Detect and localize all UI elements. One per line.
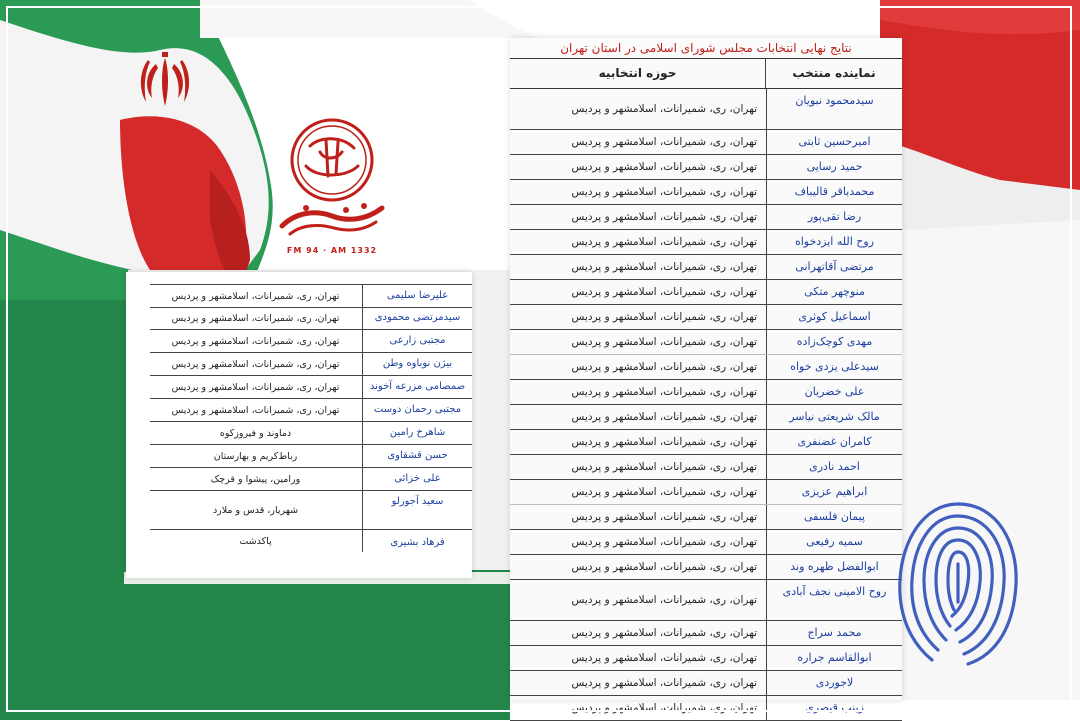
district-name: تهران، ری، شمیرانات، اسلامشهر و پردیس: [571, 361, 757, 373]
table-row: [510, 155, 902, 180]
table-title: نتایج نهایی انتخابات مجلس شورای اسلامی در استان تهران: [510, 38, 902, 59]
district-name: ورامین، پیشوا و قرچک: [210, 473, 301, 485]
district-name: تهران، ری، شمیرانات، اسلامشهر و پردیس: [571, 702, 757, 714]
header-representative: نماینده منتخب: [765, 58, 902, 88]
table-row: [510, 621, 902, 646]
district-name: تهران، ری، شمیرانات، اسلامشهر و پردیس: [571, 511, 757, 523]
table-row: [510, 355, 902, 380]
district-name: تهران، ری، شمیرانات، اسلامشهر و پردیس: [571, 103, 757, 115]
table-row: [510, 555, 902, 580]
district-name: پاکدشت: [239, 535, 272, 547]
fingerprint-icon: [888, 484, 1028, 670]
table-row: [150, 399, 472, 422]
district-name: تهران، ری، شمیرانات، اسلامشهر و پردیس: [571, 186, 757, 198]
table-row: [510, 89, 902, 130]
district-name: تهران، ری، شمیرانات، اسلامشهر و پردیس: [571, 536, 757, 548]
representative-name: سمیه رفیعی: [766, 530, 902, 554]
table-row: [510, 455, 902, 480]
table-row: [510, 530, 902, 555]
representative-name: علیرضا سلیمی: [362, 285, 472, 307]
table-row: [510, 671, 902, 696]
representative-name: فرهاد بشیری: [362, 530, 472, 552]
radio-tehran-logo: [276, 116, 388, 268]
district-name: تهران، ری، شمیرانات، اسلامشهر و پردیس: [571, 211, 757, 223]
table-row: [150, 422, 472, 445]
table-row: [150, 468, 472, 491]
table-row: [510, 405, 902, 430]
district-name: شهریار، قدس و ملارد: [212, 504, 299, 516]
representative-name: سعید آجورلو: [362, 491, 472, 529]
district-name: تهران، ری، شمیرانات، اسلامشهر و پردیس: [571, 594, 757, 606]
representative-name: روح الامینی نجف آبادی: [766, 580, 902, 620]
table-row: [150, 330, 472, 353]
iran-emblem-icon: [138, 50, 192, 112]
district-name: تهران، ری، شمیرانات، اسلامشهر و پردیس: [571, 411, 757, 423]
representative-name: مرتضی آقاتهرانی: [766, 255, 902, 279]
district-name: تهران، ری، شمیرانات، اسلامشهر و پردیس: [571, 311, 757, 323]
table-row: [510, 646, 902, 671]
representative-name: پیمان فلسفی: [766, 505, 902, 529]
table-row: [510, 580, 902, 621]
representative-name: محمد سراج: [766, 621, 902, 645]
district-name: تهران، ری، شمیرانات، اسلامشهر و پردیس: [171, 404, 340, 416]
radio-tehran-logo-icon: [276, 116, 388, 244]
table-row: [510, 505, 902, 530]
district-name: تهران، ری، شمیرانات، اسلامشهر و پردیس: [571, 161, 757, 173]
representative-name: احمد نادری: [766, 455, 902, 479]
district-name: تهران، ری، شمیرانات، اسلامشهر و پردیس: [171, 381, 340, 393]
representative-name: امیرحسین ثابتی: [766, 130, 902, 154]
district-name: تهران، ری، شمیرانات، اسلامشهر و پردیس: [571, 386, 757, 398]
table-row: [510, 280, 902, 305]
main-results-table: [510, 38, 902, 714]
table-row: [510, 480, 902, 505]
representative-name: بیژن نوباوه وطن: [362, 353, 472, 375]
representative-name: محمدباقر قالیباف: [766, 180, 902, 204]
representative-name: اسماعیل کوثری: [766, 305, 902, 329]
representative-name: علی خضریان: [766, 380, 902, 404]
representative-name: صمصامی مزرعه آخوند: [362, 376, 472, 398]
district-name: تهران، ری، شمیرانات، اسلامشهر و پردیس: [571, 461, 757, 473]
representative-name: منوچهر متکی: [766, 280, 902, 304]
district-name: تهران، ری، شمیرانات، اسلامشهر و پردیس: [171, 312, 340, 324]
district-name: تهران، ری، شمیرانات، اسلامشهر و پردیس: [571, 627, 757, 639]
district-name: تهران، ری، شمیرانات، اسلامشهر و پردیس: [571, 652, 757, 664]
representative-name: مهدی کوچک‌زاده: [766, 330, 902, 354]
district-name: تهران، ری، شمیرانات، اسلامشهر و پردیس: [571, 336, 757, 348]
district-name: تهران، ری، شمیرانات، اسلامشهر و پردیس: [171, 290, 340, 302]
table-header: [510, 58, 902, 89]
representative-name: رضا تقی‌پور: [766, 205, 902, 229]
representative-name: مالک شریعتی نیاسر: [766, 405, 902, 429]
district-name: تهران، ری، شمیرانات، اسلامشهر و پردیس: [171, 358, 340, 370]
representative-name: مجتبی رحمان دوست: [362, 399, 472, 421]
table-row: [150, 284, 472, 308]
district-name: رباط‌کریم و بهارستان: [213, 450, 298, 462]
table-row: [510, 205, 902, 230]
table-row: [510, 230, 902, 255]
table-row: [150, 445, 472, 468]
table-row: [510, 130, 902, 155]
district-name: دماوند و فیروزکوه: [219, 427, 292, 439]
table-row: [510, 430, 902, 455]
radio-frequency-label: FM 94 · AM 1332: [286, 246, 378, 255]
table-row: [150, 376, 472, 399]
district-name: تهران، ری، شمیرانات، اسلامشهر و پردیس: [571, 561, 757, 573]
table-row: [510, 180, 902, 205]
table-row: [510, 305, 902, 330]
district-name: تهران، ری، شمیرانات، اسلامشهر و پردیس: [171, 335, 340, 347]
representative-name: علی خزائی: [362, 468, 472, 490]
district-name: تهران، ری، شمیرانات، اسلامشهر و پردیس: [571, 261, 757, 273]
representative-name: لاجوردی: [766, 671, 902, 695]
representative-name: ابوالقاسم جراره: [766, 646, 902, 670]
representative-name: حسن قشقاوی: [362, 445, 472, 467]
table-row: [510, 330, 902, 355]
district-name: تهران، ری، شمیرانات، اسلامشهر و پردیس: [571, 236, 757, 248]
district-name: تهران، ری، شمیرانات، اسلامشهر و پردیس: [571, 486, 757, 498]
table-row: [510, 380, 902, 405]
district-name: تهران، ری، شمیرانات، اسلامشهر و پردیس: [571, 677, 757, 689]
table-row: [150, 307, 472, 330]
representative-name: سیدعلی یزدی خواه: [766, 355, 902, 379]
representative-name: شاهرخ رامین: [362, 422, 472, 444]
representative-name: مجتبی زارعی: [362, 330, 472, 352]
district-name: تهران، ری، شمیرانات، اسلامشهر و پردیس: [571, 136, 757, 148]
representative-name: روح الله ایزدخواه: [766, 230, 902, 254]
representative-name: سیدمرتضی محمودی: [362, 307, 472, 329]
representative-name: حمید رسایی: [766, 155, 902, 179]
district-name: تهران، ری، شمیرانات، اسلامشهر و پردیس: [571, 436, 757, 448]
representative-name: زینب قیصری: [766, 696, 902, 720]
table-row: [150, 530, 472, 552]
side-results-table: [126, 272, 472, 578]
table-row: [510, 255, 902, 280]
representative-name: ابراهیم عزیزی: [766, 480, 902, 504]
table-row: [510, 696, 902, 721]
district-name: تهران، ری، شمیرانات، اسلامشهر و پردیس: [571, 286, 757, 298]
header-district: حوزه انتخابیه: [598, 66, 677, 80]
table-row: [150, 353, 472, 376]
representative-name: کامران غضنفری: [766, 430, 902, 454]
representative-name: سیدمحمود نبویان: [766, 89, 902, 129]
representative-name: ابوالفضل ظهره وند: [766, 555, 902, 579]
table-row: [150, 491, 472, 530]
